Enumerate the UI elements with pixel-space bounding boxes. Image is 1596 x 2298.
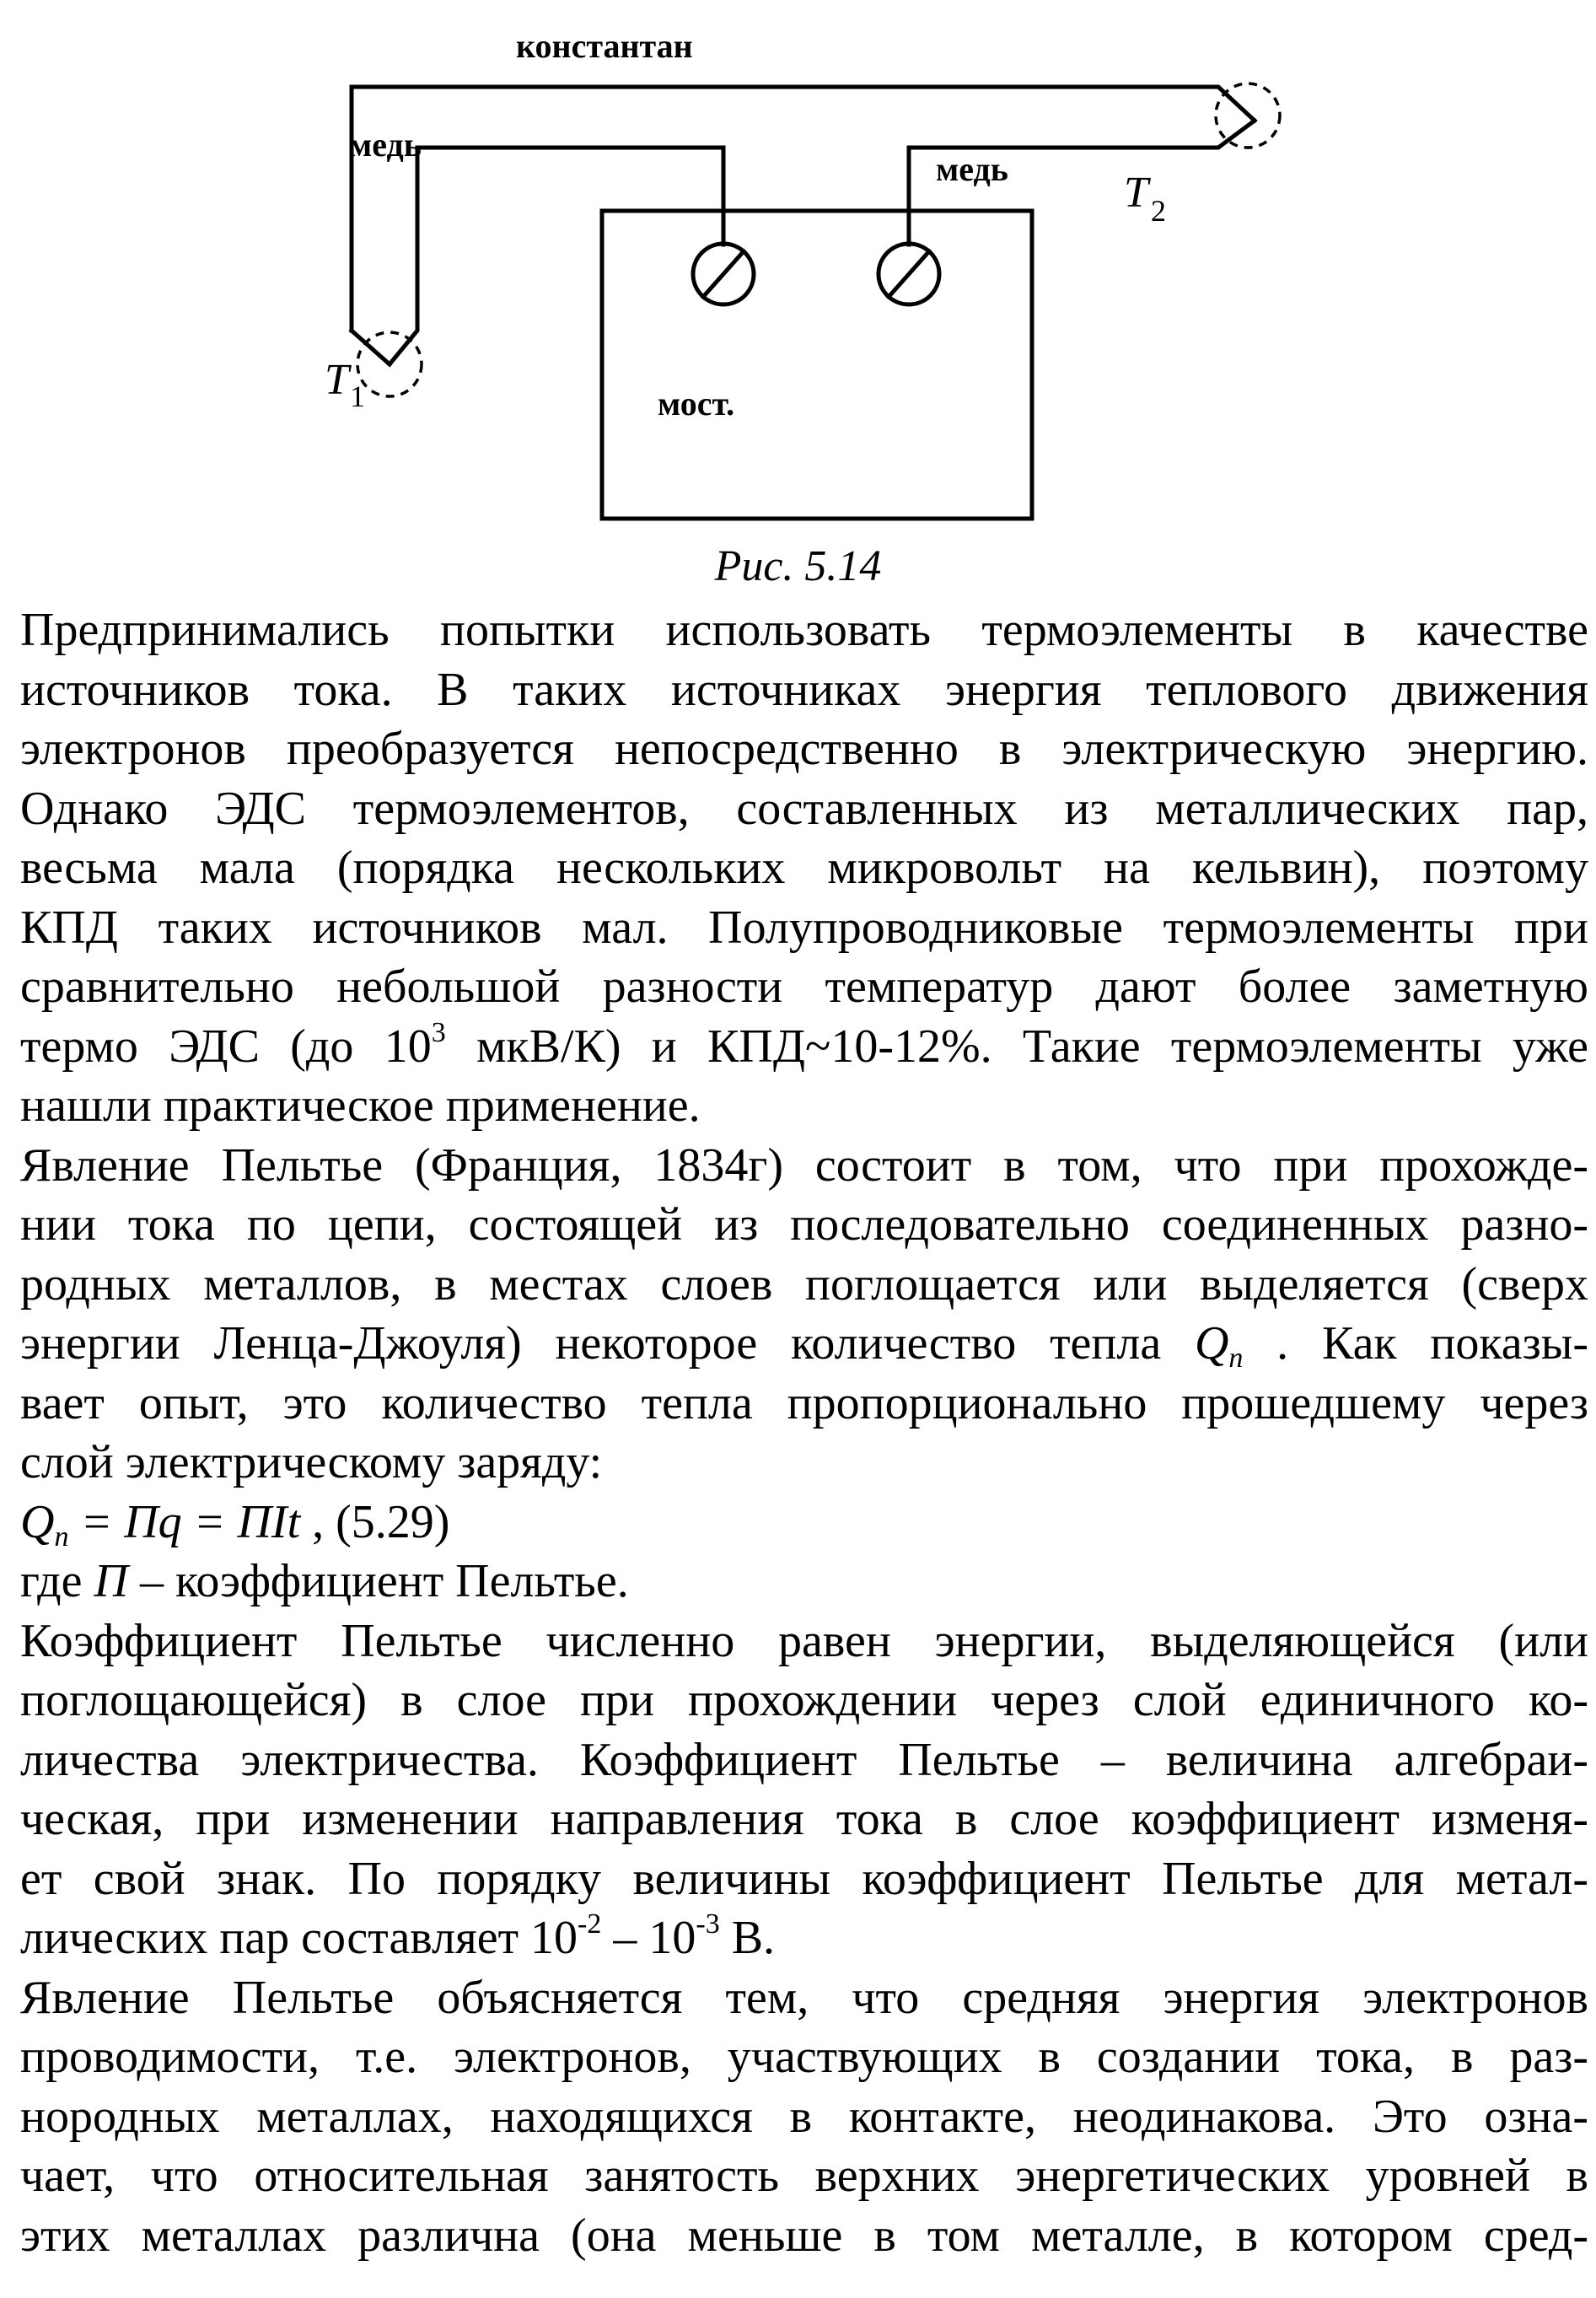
eq-body: = Пq = ПIt xyxy=(68,1495,301,1548)
symbol-q: Q xyxy=(1194,1317,1229,1370)
text-line: слой электрическому заряду: xyxy=(20,1436,603,1488)
superscript: -2 xyxy=(578,1908,602,1940)
junction-t1 xyxy=(352,331,390,364)
text-line: весьма мала (порядка нескольких микровольт на кельвин), поэтому xyxy=(20,842,1588,894)
text-segment: энергии Ленца-Джоуля) некоторое количество тепла xyxy=(20,1317,1195,1370)
superscript: -3 xyxy=(696,1908,720,1940)
eq-symbol-q: Q xyxy=(20,1495,55,1548)
text-line: Явление Пельтье объясняется тем, что средняя энергия электронов xyxy=(20,1971,1588,2024)
label-t2-sub: 2 xyxy=(1151,194,1166,228)
text-line: ет свой знак. По порядку величины коэффициент Пельтье для метал- xyxy=(20,1852,1588,1905)
text-line xyxy=(20,1552,1588,1612)
text-segment: . Как показы- xyxy=(1243,1317,1588,1370)
text-line: источников тока. В таких источниках энергия теплового движения xyxy=(20,663,1588,716)
eq-subscript: n xyxy=(54,1520,69,1553)
label-t1: T xyxy=(325,356,349,404)
superscript: 3 xyxy=(431,1016,446,1048)
figure-caption: Рис. 5.14 xyxy=(714,542,882,590)
copper-wire-left xyxy=(390,148,723,364)
text-segment: – коэффициент Пельтье. xyxy=(127,1555,629,1607)
text-line: проводимости, т.е. электронов, участвующих в создании тока, в раз- xyxy=(20,2031,1588,2083)
text-line: нии тока по цепи, состоящей из последовательно соединенных разно- xyxy=(20,1198,1588,1251)
subscript: n xyxy=(1228,1343,1244,1374)
text-line: сравнительно небольшой разности температур дают более заметную xyxy=(20,961,1588,1013)
text-line: личества электричества. Коэффициент Пельтье – величина алгебраи- xyxy=(20,1733,1588,1786)
text-line: нородных металлах, находящихся в контакте, неодинакова. Это озна- xyxy=(20,2090,1588,2143)
text-line: нашли практическое применение. xyxy=(20,1079,701,1132)
text-line: Однако ЭДС термоэлементов, составленных из металлических пар, xyxy=(20,782,1588,835)
text-line: вает опыт, это количество тепла пропорционально прошедшему через xyxy=(20,1376,1588,1429)
equation-5-29 xyxy=(20,1493,1588,1553)
text-line: чает, что относительная занятость верхних энергетических уровней в xyxy=(20,2150,1588,2202)
text-segment: мкВ/К) и КПД~10-12%. Такие термоэлементы уже xyxy=(445,1020,1589,1073)
bridge-box xyxy=(602,211,1032,519)
body-text xyxy=(20,600,1588,2265)
text-segment: лических пар составляет 10 xyxy=(20,1912,578,1964)
eq-number: , (5.29) xyxy=(300,1495,450,1548)
text-line: поглощающейся) в слое при прохождении через слой единичного ко- xyxy=(20,1674,1588,1726)
text-line: этих металлах различна (она меньше в том металле, в котором сред- xyxy=(20,2209,1588,2262)
label-bridge: мост. xyxy=(658,385,735,422)
label-copper-left: медь xyxy=(349,126,422,164)
text-line: ческая, при изменении направления тока в слое коэффициент изменя- xyxy=(20,1793,1588,1845)
thermocouple-diagram xyxy=(0,0,1596,557)
text-line: Коэффициент Пельтье численно равен энергии, выделяющейся (или xyxy=(20,1614,1588,1667)
label-t2: T xyxy=(1124,169,1148,217)
text-line: Предпринимались попытки использовать термоэлементы в качестве xyxy=(20,604,1588,656)
text-line: родных металлов, в местах слоев поглощается или выделяется (сверх xyxy=(20,1257,1588,1310)
symbol-p: П xyxy=(94,1555,128,1607)
label-t1-sub: 1 xyxy=(350,379,365,413)
label-copper-right: медь xyxy=(936,150,1008,188)
text-segment: В. xyxy=(719,1912,776,1964)
text-line xyxy=(20,1314,1588,1374)
text-segment: – 10 xyxy=(601,1912,696,1964)
text-line: электронов преобразуется непосредственно в электрическую энергию. xyxy=(20,723,1588,775)
label-konstantan: константан xyxy=(516,27,693,65)
text-line xyxy=(20,1908,1588,1968)
text-line: Явление Пельтье (Франция, 1834г) состоит в том, что при прохожде- xyxy=(20,1138,1588,1192)
text-line xyxy=(20,1017,1588,1077)
text-segment: термо ЭДС (до 10 xyxy=(20,1020,432,1073)
text-segment: где xyxy=(20,1555,94,1607)
text-line: КПД таких источников мал. Полупроводниковые термоэлементы при xyxy=(20,901,1588,954)
